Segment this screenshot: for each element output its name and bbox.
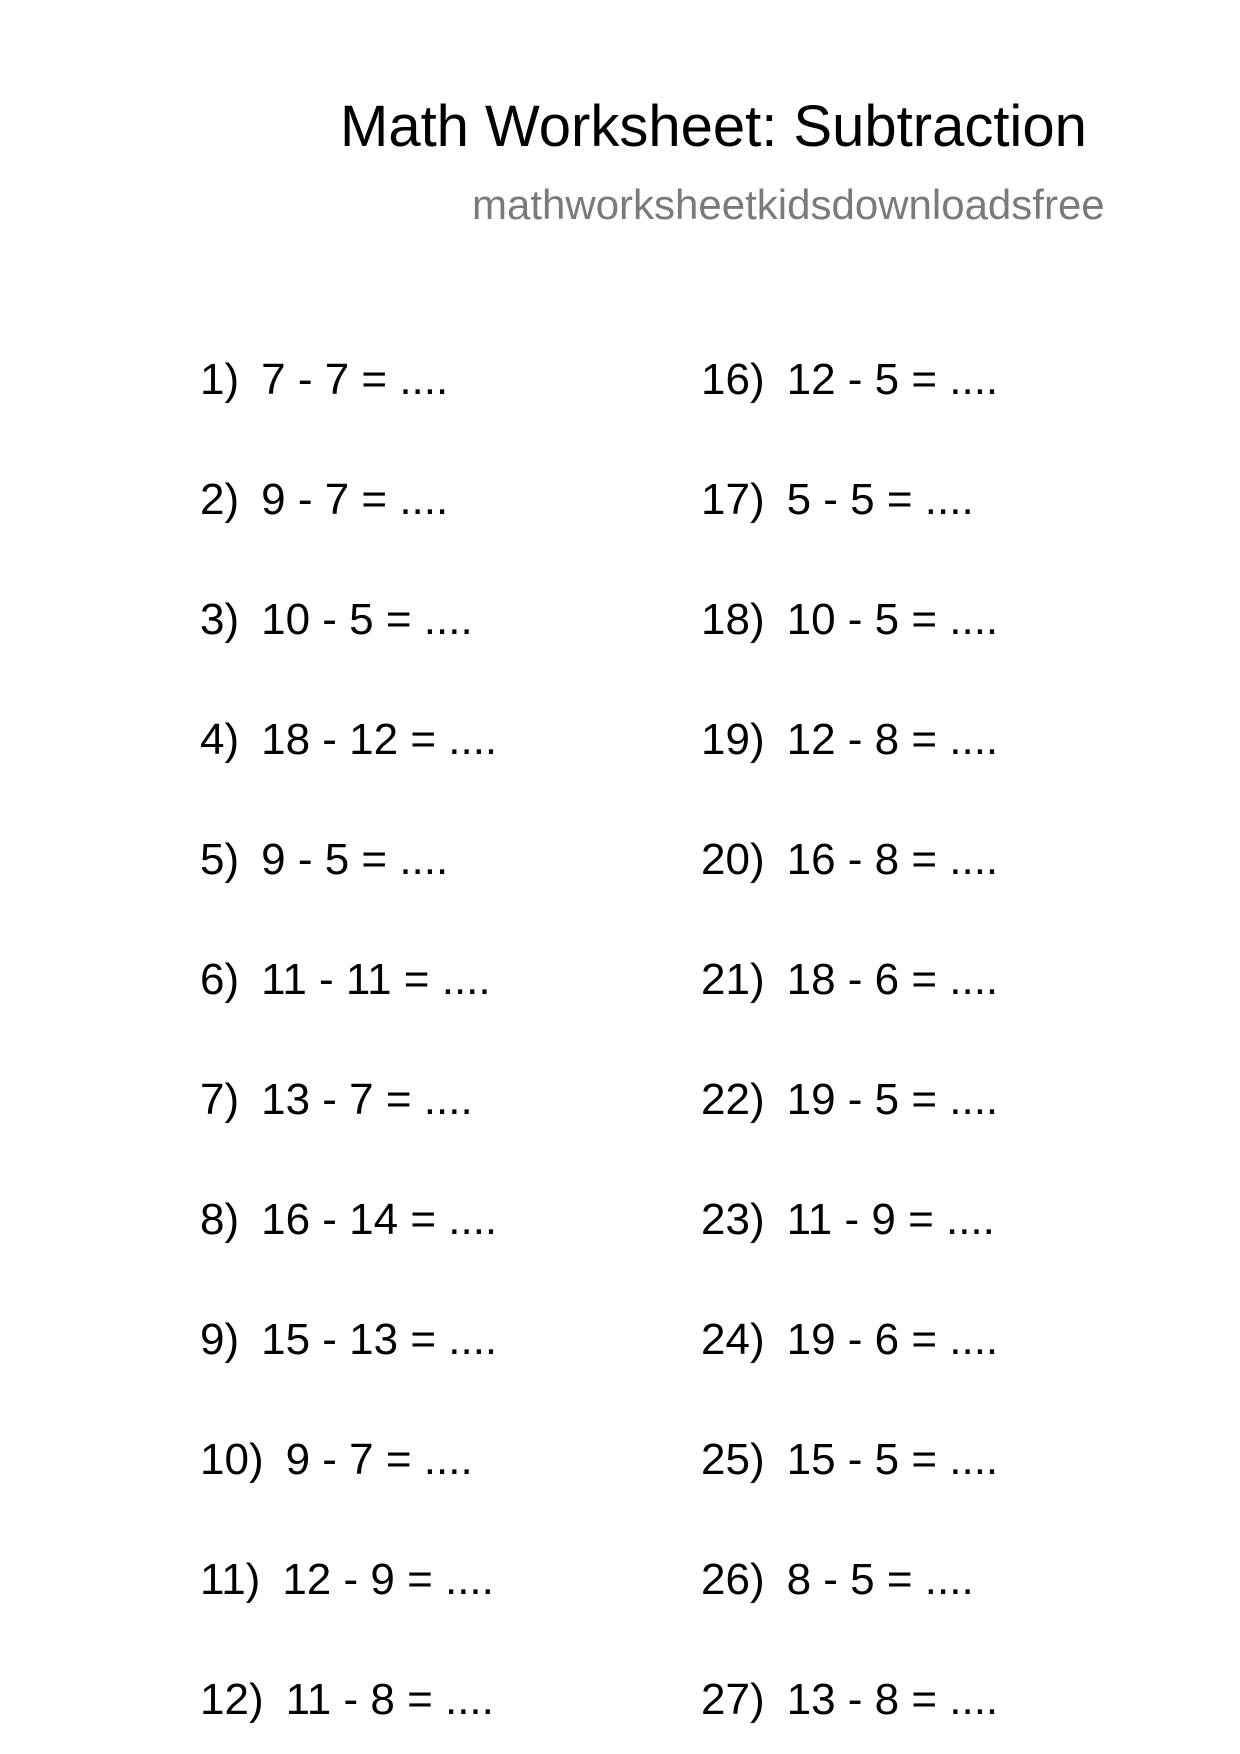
problem-item <box>701 1435 999 1484</box>
problem-item <box>701 715 999 764</box>
problem-number: 4) <box>200 715 240 764</box>
problem-number: 24) <box>701 1315 765 1364</box>
problem-number: 21) <box>701 955 765 1004</box>
problem-expression: 7 - 7 = .... <box>261 355 449 404</box>
problem-number: 16) <box>701 355 765 404</box>
problem-number: 10) <box>200 1435 264 1484</box>
problem-item <box>200 475 449 524</box>
problem-expression: 12 - 9 = .... <box>282 1555 494 1604</box>
problem-item <box>701 955 999 1004</box>
problem-item <box>701 1075 999 1124</box>
problem-item <box>200 1435 473 1484</box>
problem-item <box>701 1195 995 1244</box>
problem-number: 11) <box>200 1555 261 1604</box>
problem-number: 6) <box>200 955 240 1004</box>
problem-expression: 12 - 8 = .... <box>786 715 999 764</box>
problem-item <box>200 955 491 1004</box>
problem-item <box>200 835 449 884</box>
problem-number: 5) <box>200 835 240 884</box>
problem-expression: 11 - 11 = .... <box>261 955 491 1004</box>
problem-expression: 15 - 13 = .... <box>261 1315 498 1364</box>
problem-number: 1) <box>200 355 240 404</box>
problem-number: 20) <box>701 835 765 884</box>
problem-item <box>200 1075 473 1124</box>
problem-number: 12) <box>200 1675 264 1724</box>
problem-expression: 10 - 5 = .... <box>786 595 999 644</box>
problem-expression: 16 - 8 = .... <box>786 835 999 884</box>
problem-number: 23) <box>701 1195 765 1244</box>
problem-number: 22) <box>701 1075 765 1124</box>
problem-item <box>200 715 498 764</box>
problem-number: 18) <box>701 595 765 644</box>
problem-expression: 18 - 6 = .... <box>786 955 999 1004</box>
problem-item <box>200 595 473 644</box>
problem-number: 25) <box>701 1435 765 1484</box>
problem-item <box>701 835 999 884</box>
problem-item <box>200 1675 494 1724</box>
problem-item <box>701 1555 974 1604</box>
problem-item <box>701 1315 999 1364</box>
problem-expression: 13 - 8 = .... <box>786 1675 999 1724</box>
problem-item <box>200 355 449 404</box>
problem-expression: 12 - 5 = .... <box>786 355 999 404</box>
problem-number: 19) <box>701 715 765 764</box>
problem-item <box>200 1315 498 1364</box>
problem-expression: 5 - 5 = .... <box>786 475 974 524</box>
problem-expression: 9 - 7 = .... <box>261 475 449 524</box>
problem-item <box>701 355 999 404</box>
problem-expression: 9 - 5 = .... <box>261 835 449 884</box>
problem-expression: 13 - 7 = .... <box>261 1075 473 1124</box>
problem-expression: 19 - 5 = .... <box>786 1075 999 1124</box>
problem-expression: 15 - 5 = .... <box>786 1435 999 1484</box>
problem-expression: 9 - 7 = .... <box>285 1435 473 1484</box>
problem-expression: 10 - 5 = .... <box>261 595 473 644</box>
problem-number: 3) <box>200 595 240 644</box>
problem-expression: 11 - 9 = .... <box>786 1195 995 1244</box>
problem-number: 9) <box>200 1315 240 1364</box>
problem-expression: 8 - 5 = .... <box>786 1555 974 1604</box>
problem-expression: 16 - 14 = .... <box>261 1195 498 1244</box>
problem-expression: 18 - 12 = .... <box>261 715 498 764</box>
problem-item <box>701 1675 999 1724</box>
problem-item <box>701 595 999 644</box>
problem-number: 8) <box>200 1195 240 1244</box>
worksheet-subtitle: mathworksheetkidsdownloadsfree <box>472 181 1105 228</box>
problem-number: 2) <box>200 475 240 524</box>
problem-item <box>200 1195 498 1244</box>
problem-number: 27) <box>701 1675 765 1724</box>
problem-number: 7) <box>200 1075 240 1124</box>
problem-expression: 19 - 6 = .... <box>786 1315 999 1364</box>
problem-expression: 11 - 8 = .... <box>285 1675 494 1724</box>
problem-item <box>701 475 974 524</box>
worksheet-title: Math Worksheet: Subtraction <box>340 94 1087 159</box>
problem-item <box>200 1555 494 1604</box>
problem-number: 26) <box>701 1555 765 1604</box>
problem-number: 17) <box>701 475 765 524</box>
